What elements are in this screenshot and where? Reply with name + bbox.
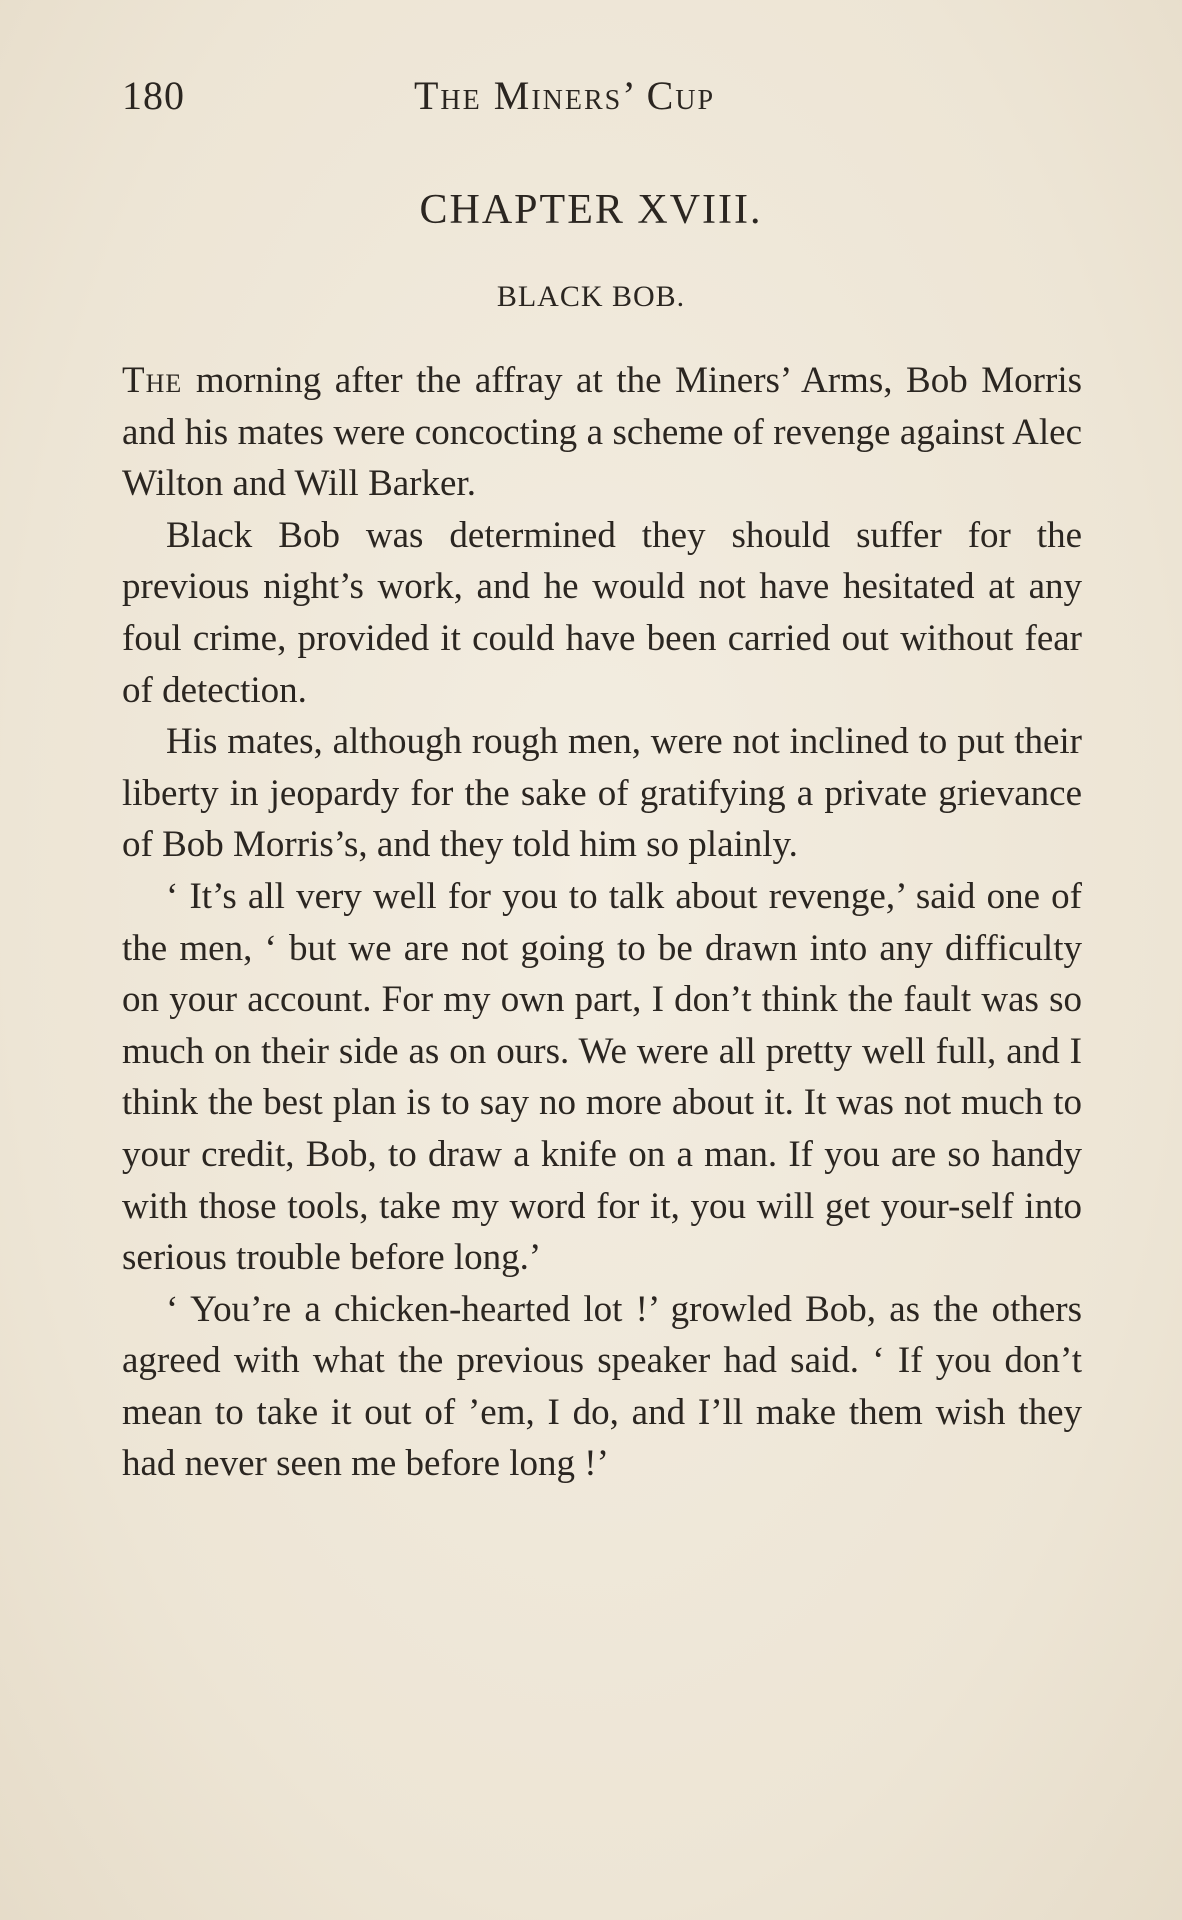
chapter-subtitle: BLACK BOB. — [496, 280, 686, 313]
paragraph-text: morning after the affray at the Miners’ Arms, Bob Morris and his mates were concocting a scheme of revenge against Alec Wilton and Will Barker. — [122, 360, 1082, 505]
paragraph: Black Bob was determined they should suffer for the previous night’s work, and he would not have hesitated at any foul crime, provided it could have been carried out without fear of detection. — [122, 514, 1082, 711]
paragraph: ‘ It’s all very well for you to talk about revenge,’ said one of the men, ‘ but we are not going to be drawn into any difficulty on your account. For my own part, I don’t think the fault was so much on their side as on ours. We were all pretty well full, and I think the best plan is to say no more about it. It was not much to your credit, Bob, to draw a knife on a man. If you are so handy with those tools, take my word for it, you will get your-self into serious trouble before long.’ — [122, 875, 1082, 1279]
paragraph: ‘ You’re a chicken-hearted lot !’ growled Bob, as the others agreed with what the previous speaker had said. ‘ If you don’t mean to take it out of ’em, I do, and I’ll make them wish they had never seen me before long !’ — [122, 1288, 1082, 1485]
lead-word: The — [122, 360, 183, 401]
chapter-heading: CHAPTER XVIII. — [419, 187, 763, 233]
paragraph: His mates, although rough men, were not inclined to put their liberty in jeopardy for the sake of gratifying a private grievance of Bob Morris’s, and they told him so plainly. — [122, 721, 1082, 866]
page-number: 180 — [122, 73, 185, 118]
paragraph — [122, 355, 1082, 510]
body-text — [122, 355, 1082, 1490]
book-title: The Miners’ Cup — [414, 73, 716, 118]
running-head — [122, 72, 1082, 122]
